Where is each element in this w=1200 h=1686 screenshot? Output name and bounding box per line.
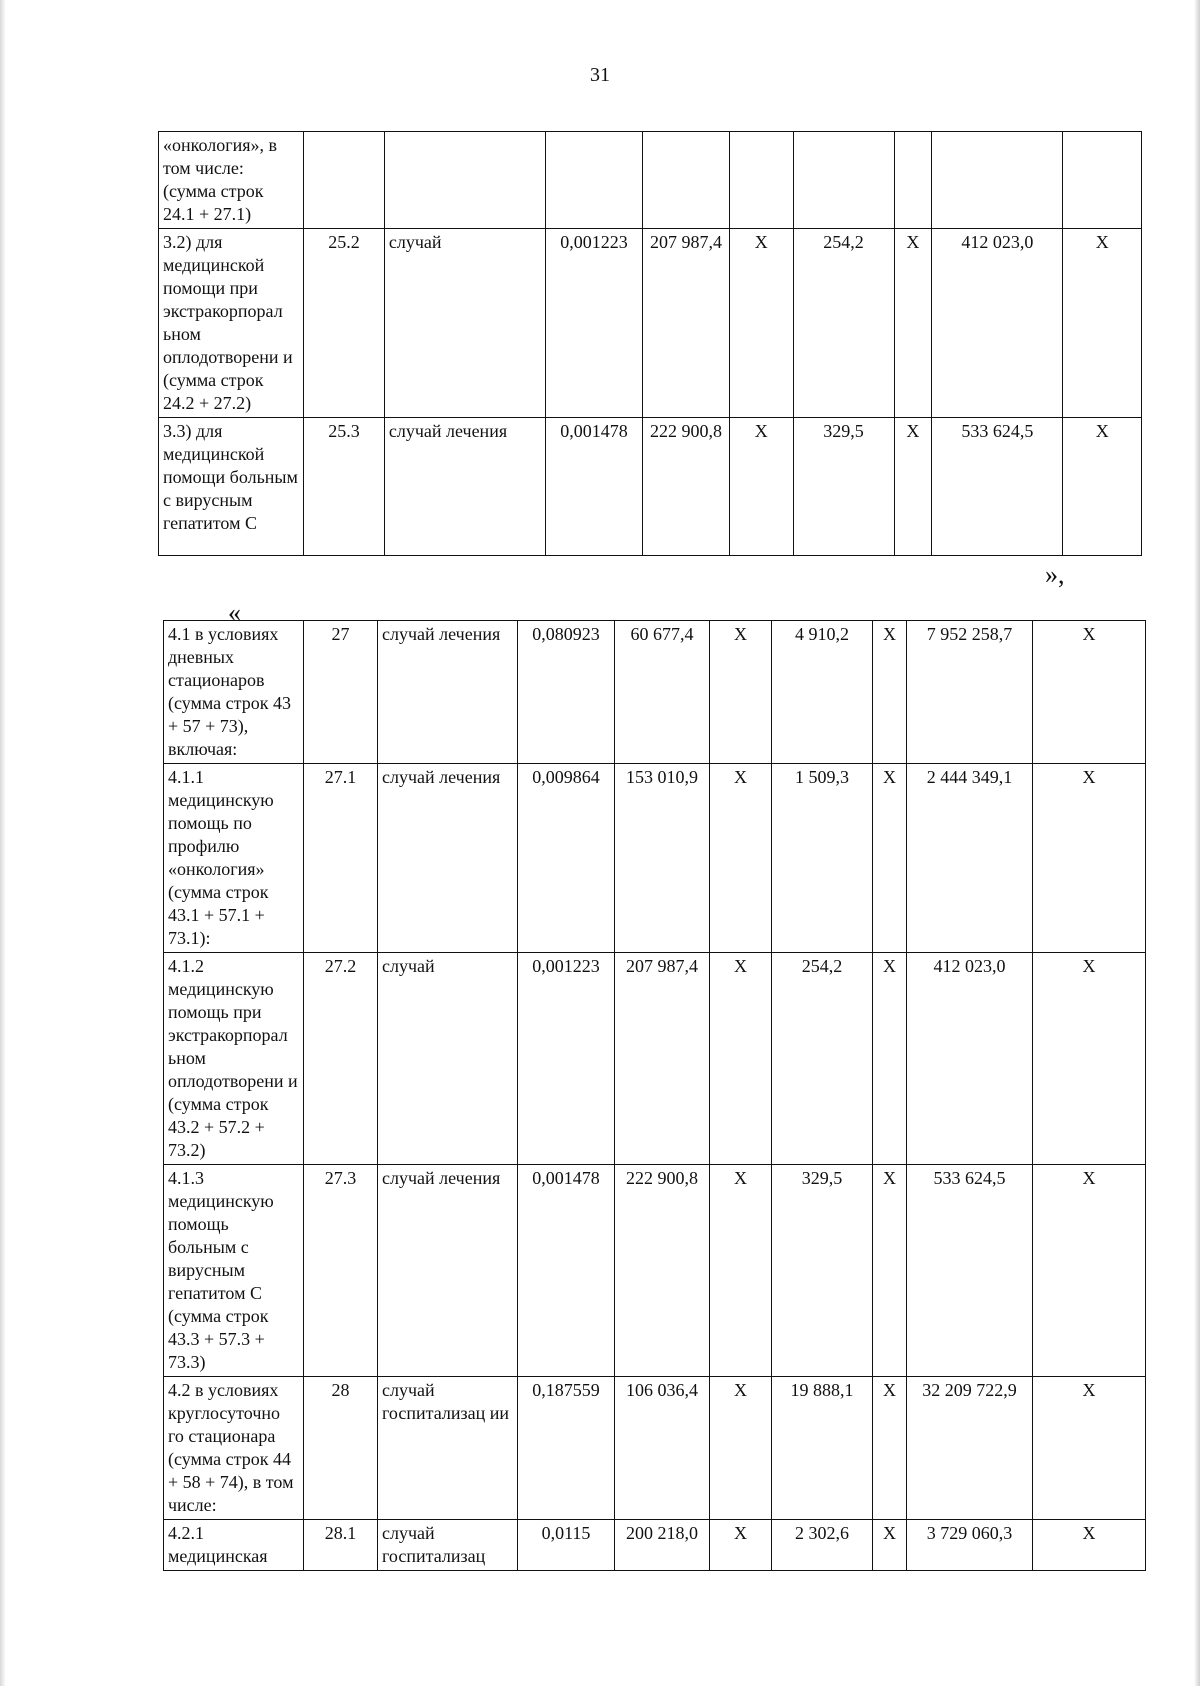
table-row (164, 621, 1146, 764)
oms-per-capita-cell: 254,2 (793, 229, 894, 418)
scan-edge-right (1194, 0, 1200, 1686)
oms-per-capita-cell: 19 888,1 (772, 1377, 873, 1520)
share-cell: X (1033, 764, 1146, 953)
share-cell (1063, 132, 1142, 229)
page-number: 31 (590, 64, 610, 86)
line-number-cell (304, 132, 385, 229)
unit-cell: случай лечения (384, 418, 545, 556)
cost-norm-cell: 222 900,8 (615, 1165, 710, 1377)
oms-per-capita-cell: 1 509,3 (772, 764, 873, 953)
line-number-cell: 27.1 (304, 764, 378, 953)
budget-per-capita-cell: X (730, 418, 793, 556)
table-top-body (159, 132, 1142, 556)
line-number-cell: 25.3 (304, 418, 385, 556)
row-name-cell: «онкология», в том числе: (сумма строк 24.1 + 27.1) (159, 132, 304, 229)
oms-per-capita-cell (793, 132, 894, 229)
scan-edge-left (0, 0, 6, 1686)
share-cell: X (1063, 229, 1142, 418)
unit-cell: случай лечения (378, 764, 518, 953)
oms-total-cell: 412 023,0 (907, 953, 1033, 1165)
oms-per-capita-cell: 2 302,6 (772, 1520, 873, 1571)
row-name-cell: 3.3) для медицинской помощи больным с вирусным гепатитом С (159, 418, 304, 556)
table-replacement-rows (163, 620, 1146, 1571)
oms-total-cell: 2 444 349,1 (907, 764, 1033, 953)
budget-total-cell: X (873, 953, 907, 1165)
table-row (164, 764, 1146, 953)
oms-total-cell: 32 209 722,9 (907, 1377, 1033, 1520)
unit-cell (384, 132, 545, 229)
cost-norm-cell: 106 036,4 (615, 1377, 710, 1520)
table-top-continuation (158, 131, 1142, 556)
budget-per-capita-cell: X (710, 953, 772, 1165)
budget-per-capita-cell: X (730, 229, 793, 418)
oms-total-cell: 412 023,0 (932, 229, 1063, 418)
cost-norm-cell: 207 987,4 (642, 229, 729, 418)
budget-total-cell: X (894, 418, 932, 556)
opening-quote-mark: « (228, 598, 241, 627)
budget-total-cell: X (873, 1377, 907, 1520)
budget-per-capita-cell (730, 132, 793, 229)
budget-total-cell: X (873, 764, 907, 953)
budget-per-capita-cell: X (710, 1377, 772, 1520)
row-name-cell: 4.1.1 медицинскую помощь по профилю «онкология» (сумма строк 43.1 + 57.1 + 73.1): (164, 764, 304, 953)
cost-norm-cell (642, 132, 729, 229)
volume-norm-cell: 0,001478 (518, 1165, 615, 1377)
cost-norm-cell: 207 987,4 (615, 953, 710, 1165)
oms-per-capita-cell: 329,5 (772, 1165, 873, 1377)
unit-cell: случай лечения (378, 1165, 518, 1377)
oms-total-cell: 7 952 258,7 (907, 621, 1033, 764)
row-name-cell: 3.2) для медицинской помощи при экстракорпорал ьном оплодотворени и (сумма строк 24.2 + 27.2) (159, 229, 304, 418)
closing-quote-mark: », (1045, 560, 1065, 589)
cost-norm-cell: 60 677,4 (615, 621, 710, 764)
oms-total-cell: 533 624,5 (932, 418, 1063, 556)
unit-cell: случай госпитализац (378, 1520, 518, 1571)
volume-norm-cell: 0,187559 (518, 1377, 615, 1520)
budget-total-cell (894, 132, 932, 229)
share-cell: X (1033, 953, 1146, 1165)
oms-total-cell: 533 624,5 (907, 1165, 1033, 1377)
table-row (164, 1377, 1146, 1520)
volume-norm-cell: 0,001478 (546, 418, 643, 556)
row-name-cell: 4.1 в условиях дневных стационаров (сумма строк 43 + 57 + 73), включая: (164, 621, 304, 764)
table-row (164, 1520, 1146, 1571)
cost-norm-cell: 200 218,0 (615, 1520, 710, 1571)
budget-per-capita-cell: X (710, 1520, 772, 1571)
row-name-cell: 4.1.2 медицинскую помощь при экстракорпорал ьном оплодотворени и (сумма строк 43.2 + 57.2 + 73.2) (164, 953, 304, 1165)
table-replacement-body (164, 621, 1146, 1571)
row-name-cell: 4.2 в условиях круглосуточно го стационара (сумма строк 44 + 58 + 74), в том числе: (164, 1377, 304, 1520)
budget-per-capita-cell: X (710, 1165, 772, 1377)
line-number-cell: 28 (304, 1377, 378, 1520)
oms-total-cell: 3 729 060,3 (907, 1520, 1033, 1571)
line-number-cell: 27.2 (304, 953, 378, 1165)
row-name-cell: 4.1.3 медицинскую помощь больным с вирусным гепатитом С (сумма строк 43.3 + 57.3 + 73.3) (164, 1165, 304, 1377)
budget-total-cell: X (873, 1165, 907, 1377)
volume-norm-cell: 0,009864 (518, 764, 615, 953)
budget-per-capita-cell: X (710, 621, 772, 764)
share-cell: X (1033, 1520, 1146, 1571)
table-row (164, 953, 1146, 1165)
budget-total-cell: X (873, 621, 907, 764)
cost-norm-cell: 153 010,9 (615, 764, 710, 953)
volume-norm-cell: 0,0115 (518, 1520, 615, 1571)
row-name-cell: 4.2.1 медицинская (164, 1520, 304, 1571)
line-number-cell: 27.3 (304, 1165, 378, 1377)
volume-norm-cell: 0,001223 (518, 953, 615, 1165)
oms-total-cell (932, 132, 1063, 229)
share-cell: X (1033, 1377, 1146, 1520)
share-cell: X (1033, 1165, 1146, 1377)
unit-cell: случай (384, 229, 545, 418)
unit-cell: случай (378, 953, 518, 1165)
budget-per-capita-cell: X (710, 764, 772, 953)
table-row (159, 132, 1142, 229)
table-row (164, 1165, 1146, 1377)
line-number-cell: 28.1 (304, 1520, 378, 1571)
share-cell: X (1063, 418, 1142, 556)
share-cell: X (1033, 621, 1146, 764)
table-row (159, 229, 1142, 418)
oms-per-capita-cell: 4 910,2 (772, 621, 873, 764)
volume-norm-cell (546, 132, 643, 229)
oms-per-capita-cell: 329,5 (793, 418, 894, 556)
unit-cell: случай госпитализац ии (378, 1377, 518, 1520)
volume-norm-cell: 0,080923 (518, 621, 615, 764)
oms-per-capita-cell: 254,2 (772, 953, 873, 1165)
line-number-cell: 25.2 (304, 229, 385, 418)
cost-norm-cell: 222 900,8 (642, 418, 729, 556)
budget-total-cell: X (873, 1520, 907, 1571)
volume-norm-cell: 0,001223 (546, 229, 643, 418)
line-number-cell: 27 (304, 621, 378, 764)
table-row (159, 418, 1142, 556)
budget-total-cell: X (894, 229, 932, 418)
unit-cell: случай лечения (378, 621, 518, 764)
